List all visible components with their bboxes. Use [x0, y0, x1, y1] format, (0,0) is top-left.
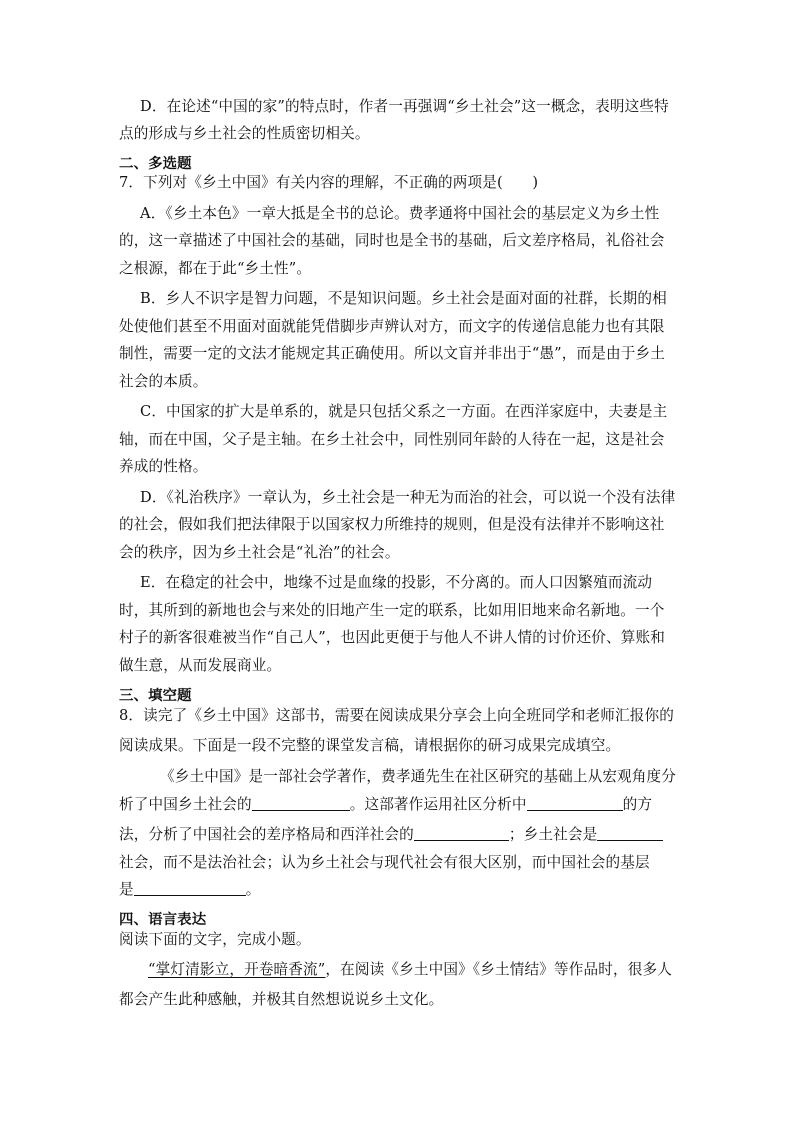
q8-stem-line-1: 8．读完了《乡土中国》这部书，需要在阅读成果分享会上向全班同学和老师汇报你的: [119, 707, 674, 724]
q8-passage-line-4: 社会，而不是法治社会；认为乡土社会与现代社会有很大区别，而中国社会的基层: [119, 854, 650, 871]
q8-passage-line-2: [119, 795, 652, 815]
fill-blank-3[interactable]: [414, 825, 509, 841]
q7-option-b-line-4: 社会的本质。: [119, 373, 208, 390]
q7-option-a-line-2: 的，这一章描述了中国社会的基础，同时也是全书的基础，后文差序格局，礼俗社会: [119, 232, 665, 249]
q7-option-e-line-1: E．在稳定的社会中，地缘不过是血缘的投影，不分离的。而人口因繁殖而流动: [140, 574, 653, 591]
section-4-passage-line-2: 都会产生此种感触，并极其自然想说说乡土文化。: [119, 991, 444, 1008]
q7-option-b-line-3: 制性，需要一定的文法才能规定其正确使用。所以文盲并非出于“愚”，而是由于乡土: [119, 345, 665, 362]
q7-option-a-line-1: A．《乡土本色》一章大抵是全书的总论。费孝通将中国社会的基层定义为乡土性: [140, 205, 660, 222]
q7-option-e-line-4: 做生意，从而发展商业。: [119, 657, 282, 674]
q8-text: ；乡土社会是: [508, 826, 598, 843]
q7-option-d-line-3: 会的秩序，因为乡土社会是“礼治”的社会。: [119, 544, 400, 561]
q8-text: 的方: [622, 796, 653, 813]
q6-option-d-line-2: 点的形成与乡土社会的性质密切相关。: [119, 125, 370, 142]
q6-option-d-line-1: D．在论述“中国的家”的特点时，作者一再强调“乡土社会”这一概念，表明这些特: [140, 98, 669, 115]
section-2-heading: 二、多选题: [119, 156, 192, 172]
q8-text: 法，分析了中国社会的差序格局和西洋社会的: [119, 826, 414, 843]
q8-text: 。: [245, 881, 261, 898]
q7-option-e-line-3: 村子的新客很难被当作“自己人”，也因此更便于与他人不讲人情的讨价还价、算账和: [119, 629, 665, 646]
q8-text: 是: [119, 881, 134, 898]
q8-passage-line-3: [119, 825, 663, 845]
q7-option-c-line-3: 养成的性格。: [119, 458, 208, 475]
q8-passage-line-1: 《乡土中国》是一部社会学著作，费孝通先生在社区研究的基础上从宏观角度分: [160, 768, 677, 785]
q7-option-c-line-1: C．中国家的扩大是单系的，就是只包括父系之一方面。在西洋家庭中，夫妻是主: [140, 403, 668, 420]
fill-blank-5[interactable]: [134, 880, 246, 896]
q7-option-d-line-2: 的社会，假如我们把法律限于以国家权力所维持的规则，但是没有法律并不影响这社: [119, 516, 665, 533]
section-4-passage-line-1: [148, 960, 672, 980]
section-3-heading: 三、填空题: [119, 688, 192, 704]
section-4-intro: 阅读下面的文字，完成小题。: [119, 931, 311, 948]
q8-text: 。这部著作运用社区分析中: [349, 796, 527, 813]
q7-option-c-line-2: 轴，而在中国，父子是主轴。在乡土社会中，同性别同年龄的人待在一起，这是社会: [119, 431, 665, 448]
q8-stem-line-2: 阅读成果。下面是一段不完整的课堂发言稿，请根据你的研习成果完成填空。: [119, 737, 621, 754]
q7-option-e-line-2: 时，其所到的新地也会与来处的旧地产生一定的联系，比如用旧地来命名新地。一个: [119, 602, 665, 619]
q7-stem: 7．下列对《乡土中国》有关内容的理解，不正确的两项是( ): [119, 174, 539, 191]
q7-option-d-line-1: D．《礼治秩序》一章认为，乡土社会是一种无为而治的社会，可以说一个没有法律: [140, 489, 676, 506]
quoted-verse: “掌灯清影立，开卷暗香流”: [148, 961, 326, 978]
section-4-heading: 四、语言表达: [119, 912, 207, 928]
fill-blank-1[interactable]: [252, 795, 350, 811]
q7-option-a-line-3: 之根源，都在于此“乡土性”。: [119, 260, 312, 277]
q8-passage-line-5: [119, 880, 261, 900]
q8-text: 析了中国乡土社会的: [119, 796, 252, 813]
passage-text: ，在阅读《乡土中国》《乡土情结》等作品时，很多人: [325, 961, 672, 978]
fill-blank-2[interactable]: [527, 795, 623, 811]
fill-blank-4[interactable]: [597, 825, 663, 841]
q7-option-b-line-1: B．乡人不识字是智力问题，不是知识问题。乡土社会是面对面的社群，长期的相: [140, 290, 667, 307]
q7-option-b-line-2: 处使他们甚至不用面对面就能凭借脚步声辨认对方，而文字的传递信息能力也有其限: [119, 318, 665, 335]
